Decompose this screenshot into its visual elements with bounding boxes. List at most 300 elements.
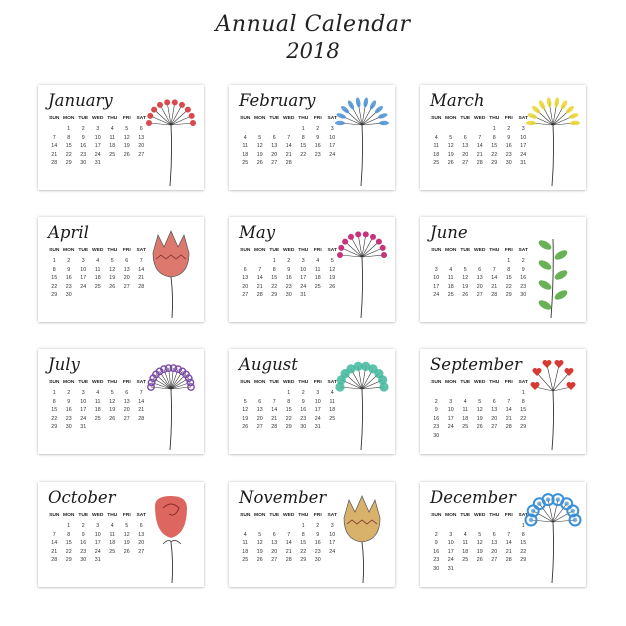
day-cell: 2 <box>434 531 438 538</box>
weekday-header: SAT <box>518 513 528 518</box>
day-cell: 9 <box>507 134 511 141</box>
day-cell: 9 <box>434 540 438 547</box>
day-cell: 9 <box>316 531 320 538</box>
day-cell: 26 <box>256 557 263 564</box>
day-cell: 2 <box>316 523 320 529</box>
day-cell: 15 <box>51 407 58 414</box>
day-cell: 21 <box>491 283 498 290</box>
empty-day-cell <box>458 257 473 266</box>
day-cell: 21 <box>271 415 278 422</box>
day-cell: 27 <box>123 415 130 422</box>
day-cell: 8 <box>52 266 56 273</box>
gold-tulip-flower-icon <box>331 484 393 585</box>
empty-day-cell <box>444 389 459 398</box>
day-cell: 28 <box>476 160 483 167</box>
day-cell: 11 <box>315 266 321 273</box>
day-cell: 19 <box>462 283 469 290</box>
day-cell: 20 <box>271 151 278 158</box>
day-cell: 24 <box>94 151 101 158</box>
empty-day-cell <box>120 556 135 565</box>
day-cell: 7 <box>52 134 56 141</box>
day-cell: 17 <box>329 143 336 150</box>
day-cell: 1 <box>67 126 71 132</box>
month-name: October <box>48 488 116 507</box>
day-cell: 1 <box>301 126 305 132</box>
weekday-header: WED <box>92 248 104 253</box>
day-cell: 6 <box>272 134 276 141</box>
day-cell: 24 <box>329 151 336 158</box>
empty-day-cell <box>91 291 106 300</box>
day-cell: 2 <box>316 126 320 132</box>
day-cell: 26 <box>476 557 483 564</box>
day-cell: 4 <box>463 398 467 405</box>
day-cell: 2 <box>81 523 85 529</box>
day-cell: 13 <box>256 407 263 414</box>
empty-day-cell <box>282 125 297 134</box>
day-cell: 5 <box>330 258 334 264</box>
day-cell: 29 <box>300 557 307 564</box>
day-cell: 30 <box>80 557 87 564</box>
day-cell: 27 <box>491 424 498 431</box>
day-cell: 6 <box>139 523 143 529</box>
empty-day-cell <box>458 565 473 574</box>
day-cell: 4 <box>110 523 114 529</box>
day-cell: 6 <box>139 126 143 132</box>
day-cell: 25 <box>462 424 469 431</box>
month-card-june <box>420 217 586 322</box>
day-cell: 27 <box>491 557 498 564</box>
day-cell: 24 <box>300 283 307 290</box>
day-cell: 17 <box>447 548 454 555</box>
empty-day-cell <box>458 522 473 531</box>
day-cell: 8 <box>287 398 291 405</box>
weekday-header: FRI <box>122 116 131 121</box>
month-calendar-table <box>238 248 340 300</box>
day-cell: 18 <box>109 540 116 547</box>
day-cell: 3 <box>330 523 334 529</box>
day-cell: 1 <box>287 390 291 396</box>
day-cell: 11 <box>462 540 468 547</box>
empty-day-cell <box>444 432 459 441</box>
day-cell: 27 <box>271 557 278 564</box>
day-cell: 3 <box>96 126 100 132</box>
day-cell: 12 <box>256 143 263 150</box>
day-cell: 5 <box>478 398 482 405</box>
empty-day-cell <box>473 125 488 134</box>
blue-swirl-flower-icon <box>522 484 584 585</box>
weekday-header: WED <box>92 116 104 121</box>
day-cell: 15 <box>505 275 512 282</box>
day-cell: 22 <box>271 283 278 290</box>
weekday-header: SAT <box>327 380 337 385</box>
day-cell: 10 <box>94 134 101 141</box>
empty-day-cell <box>105 556 120 565</box>
empty-day-cell <box>487 432 502 441</box>
day-cell: 29 <box>505 292 512 299</box>
weekday-header: THU <box>489 513 500 518</box>
month-name: August <box>239 355 298 374</box>
day-cell: 12 <box>109 398 116 405</box>
day-cell: 7 <box>507 531 511 538</box>
day-cell: 12 <box>476 407 483 414</box>
day-cell: 14 <box>491 275 498 282</box>
weekday-header: FRI <box>504 248 513 253</box>
day-cell: 8 <box>492 134 496 141</box>
day-cell: 16 <box>314 143 321 150</box>
day-cell: 24 <box>447 424 454 431</box>
day-cell: 2 <box>507 126 511 132</box>
day-cell: 2 <box>434 398 438 405</box>
day-cell: 31 <box>94 557 101 564</box>
day-cell: 23 <box>505 151 512 158</box>
empty-day-cell <box>429 257 444 266</box>
weekday-header: MON <box>254 513 266 518</box>
day-cell: 17 <box>433 283 440 290</box>
day-cell: 8 <box>521 398 525 405</box>
day-cell: 18 <box>242 548 249 555</box>
day-cell: 5 <box>125 126 129 132</box>
empty-day-cell <box>120 291 135 300</box>
day-cell: 2 <box>67 258 71 264</box>
empty-day-cell <box>429 389 444 398</box>
weekday-header: THU <box>107 380 118 385</box>
day-cell: 27 <box>138 151 145 158</box>
day-cell: 10 <box>80 398 87 405</box>
weekday-header: FRI <box>122 380 131 385</box>
month-card-november <box>229 482 395 587</box>
day-cell: 26 <box>109 283 116 290</box>
weekday-header: SUN <box>431 380 442 385</box>
weekday-header: FRI <box>122 513 131 518</box>
day-cell: 29 <box>51 292 58 299</box>
day-cell: 24 <box>520 151 527 158</box>
day-cell: 3 <box>449 398 453 405</box>
day-cell: 10 <box>314 398 321 405</box>
day-cell: 12 <box>123 531 130 538</box>
day-cell: 19 <box>447 151 454 158</box>
weekday-header: MON <box>445 248 457 253</box>
weekday-header: THU <box>298 248 309 253</box>
day-cell: 26 <box>329 283 336 290</box>
day-cell: 7 <box>139 258 143 264</box>
day-cell: 20 <box>138 540 145 547</box>
day-cell: 5 <box>258 531 262 538</box>
day-cell: 3 <box>81 390 85 396</box>
day-cell: 8 <box>521 531 525 538</box>
day-cell: 24 <box>433 292 440 299</box>
empty-day-cell <box>458 432 473 441</box>
weekday-header: TUE <box>269 248 280 253</box>
day-cell: 5 <box>125 523 129 529</box>
empty-day-cell <box>444 522 459 531</box>
day-cell: 4 <box>330 390 334 396</box>
day-cell: 7 <box>139 390 143 396</box>
day-cell: 11 <box>448 275 454 282</box>
day-cell: 10 <box>94 531 101 538</box>
day-cell: 31 <box>80 424 87 431</box>
day-cell: 18 <box>462 548 469 555</box>
day-cell: 6 <box>463 134 467 141</box>
day-cell: 1 <box>301 523 305 529</box>
day-cell: 22 <box>51 415 58 422</box>
day-cell: 29 <box>65 557 72 564</box>
weekday-header: MON <box>445 380 457 385</box>
weekday-header: FRI <box>313 513 322 518</box>
weekday-header: FRI <box>313 380 322 385</box>
empty-day-cell <box>458 389 473 398</box>
weekday-header: WED <box>92 380 104 385</box>
day-cell: 11 <box>109 134 115 141</box>
day-cell: 24 <box>94 548 101 555</box>
day-cell: 16 <box>520 275 527 282</box>
day-cell: 20 <box>271 548 278 555</box>
green-leaf-branch-icon <box>522 219 584 320</box>
page-title: Annual Calendar <box>215 12 411 37</box>
day-cell: 28 <box>271 424 278 431</box>
day-cell: 14 <box>285 143 292 150</box>
day-cell: 20 <box>123 275 130 282</box>
weekday-header: THU <box>489 116 500 121</box>
day-cell: 13 <box>138 134 145 141</box>
day-cell: 10 <box>520 134 527 141</box>
day-cell: 1 <box>272 258 276 264</box>
day-cell: 2 <box>81 126 85 132</box>
day-cell: 19 <box>256 548 263 555</box>
day-cell: 16 <box>314 540 321 547</box>
day-cell: 20 <box>123 407 130 414</box>
day-cell: 14 <box>138 398 145 405</box>
day-cell: 20 <box>138 143 145 150</box>
day-cell: 21 <box>256 283 263 290</box>
day-cell: 15 <box>65 540 72 547</box>
day-cell: 17 <box>329 540 336 547</box>
day-cell: 11 <box>462 407 468 414</box>
day-cell: 25 <box>329 415 336 422</box>
day-cell: 16 <box>433 415 440 422</box>
weekday-header: THU <box>298 116 309 121</box>
day-cell: 28 <box>138 283 145 290</box>
day-cell: 25 <box>314 283 321 290</box>
day-cell: 27 <box>138 548 145 555</box>
month-calendar-table <box>429 513 531 574</box>
day-cell: 13 <box>271 143 278 150</box>
weekday-header: SAT <box>327 116 337 121</box>
weekday-header: THU <box>489 380 500 385</box>
day-cell: 16 <box>285 275 292 282</box>
red-berry-flower-icon <box>140 87 202 188</box>
day-cell: 1 <box>507 258 511 264</box>
empty-day-cell <box>238 257 253 266</box>
weekday-header: SUN <box>49 116 60 121</box>
empty-day-cell <box>253 522 268 531</box>
month-card-july <box>38 349 204 454</box>
day-cell: 9 <box>287 266 291 273</box>
empty-day-cell <box>105 291 120 300</box>
day-cell: 21 <box>51 548 58 555</box>
day-cell: 12 <box>476 540 483 547</box>
red-rose-flower-icon <box>140 484 202 585</box>
empty-day-cell <box>473 565 488 574</box>
day-cell: 9 <box>67 266 71 273</box>
day-cell: 22 <box>285 415 292 422</box>
day-cell: 15 <box>51 275 58 282</box>
day-cell: 25 <box>109 151 116 158</box>
day-cell: 9 <box>81 531 85 538</box>
month-calendar-table <box>47 513 149 565</box>
day-cell: 5 <box>463 266 467 273</box>
red-heart-flower-icon <box>522 351 584 452</box>
day-cell: 18 <box>314 275 321 282</box>
day-cell: 12 <box>123 134 130 141</box>
day-cell: 20 <box>491 415 498 422</box>
day-cell: 19 <box>109 407 116 414</box>
weekday-header: SAT <box>136 248 146 253</box>
day-cell: 14 <box>505 407 512 414</box>
day-cell: 10 <box>447 540 454 547</box>
day-cell: 6 <box>243 266 247 273</box>
day-cell: 23 <box>433 557 440 564</box>
day-cell: 18 <box>447 283 454 290</box>
month-card-october <box>38 482 204 587</box>
day-cell: 17 <box>80 275 87 282</box>
empty-day-cell <box>238 522 253 531</box>
day-cell: 10 <box>300 266 307 273</box>
day-cell: 7 <box>52 531 56 538</box>
empty-day-cell <box>502 432 517 441</box>
day-cell: 28 <box>505 557 512 564</box>
month-calendar-table <box>47 380 149 432</box>
weekday-header: TUE <box>269 116 280 121</box>
month-calendar-table <box>238 513 340 565</box>
month-calendar-table <box>429 380 531 441</box>
month-name: November <box>239 488 327 507</box>
day-cell: 23 <box>300 415 307 422</box>
weekday-header: TUE <box>460 513 471 518</box>
day-cell: 18 <box>109 143 116 150</box>
empty-day-cell <box>238 389 253 398</box>
day-cell: 28 <box>256 292 263 299</box>
weekday-header: TUE <box>78 116 89 121</box>
day-cell: 19 <box>109 275 116 282</box>
day-cell: 23 <box>80 548 87 555</box>
day-cell: 29 <box>520 424 527 431</box>
empty-day-cell <box>238 125 253 134</box>
empty-day-cell <box>267 389 282 398</box>
day-cell: 5 <box>478 531 482 538</box>
month-calendar-table <box>47 116 149 168</box>
empty-day-cell <box>502 389 517 398</box>
day-cell: 11 <box>109 531 115 538</box>
day-cell: 23 <box>65 283 72 290</box>
empty-day-cell <box>311 291 326 300</box>
day-cell: 3 <box>330 126 334 132</box>
month-name: April <box>48 223 89 242</box>
day-cell: 30 <box>65 292 72 299</box>
day-cell: 1 <box>67 523 71 529</box>
day-cell: 18 <box>329 407 336 414</box>
day-cell: 20 <box>242 283 249 290</box>
empty-day-cell <box>487 389 502 398</box>
teal-dot-flower-icon <box>331 351 393 452</box>
day-cell: 7 <box>272 398 276 405</box>
day-cell: 10 <box>329 134 336 141</box>
day-cell: 25 <box>109 548 116 555</box>
day-cell: 12 <box>256 540 263 547</box>
day-cell: 18 <box>94 275 101 282</box>
day-cell: 23 <box>314 548 321 555</box>
day-cell: 20 <box>256 415 263 422</box>
day-cell: 5 <box>243 398 247 405</box>
weekday-header: MON <box>63 380 75 385</box>
day-cell: 6 <box>272 531 276 538</box>
day-cell: 29 <box>271 292 278 299</box>
day-cell: 15 <box>491 143 498 150</box>
weekday-header: FRI <box>122 248 131 253</box>
empty-day-cell <box>267 522 282 531</box>
empty-day-cell <box>91 423 106 432</box>
weekday-header: MON <box>445 513 457 518</box>
day-cell: 4 <box>449 266 453 273</box>
day-cell: 31 <box>520 160 527 167</box>
day-cell: 30 <box>285 292 292 299</box>
day-cell: 10 <box>447 407 454 414</box>
day-cell: 14 <box>51 540 58 547</box>
month-card-may <box>229 217 395 322</box>
day-cell: 23 <box>80 151 87 158</box>
weekday-header: FRI <box>313 116 322 121</box>
weekday-header: MON <box>63 116 75 121</box>
empty-day-cell <box>311 159 326 168</box>
day-cell: 7 <box>258 266 262 273</box>
weekday-header: SAT <box>136 513 146 518</box>
weekday-header: FRI <box>313 248 322 253</box>
day-cell: 13 <box>242 275 249 282</box>
day-cell: 1 <box>52 390 56 396</box>
day-cell: 22 <box>505 283 512 290</box>
day-cell: 1 <box>521 523 525 529</box>
weekday-header: MON <box>254 380 266 385</box>
yellow-umbel-flower-icon <box>522 87 584 188</box>
day-cell: 10 <box>433 275 440 282</box>
empty-day-cell <box>444 125 459 134</box>
empty-day-cell <box>120 159 135 168</box>
month-calendar-table <box>429 116 531 168</box>
weekday-header: WED <box>92 513 104 518</box>
day-cell: 6 <box>125 390 129 396</box>
weekday-header: TUE <box>269 380 280 385</box>
day-cell: 8 <box>301 134 305 141</box>
day-cell: 6 <box>478 266 482 273</box>
day-cell: 18 <box>462 415 469 422</box>
day-cell: 21 <box>505 548 512 555</box>
day-cell: 13 <box>491 407 498 414</box>
day-cell: 25 <box>242 160 249 167</box>
day-cell: 15 <box>300 540 307 547</box>
day-cell: 4 <box>243 134 247 141</box>
empty-day-cell <box>473 432 488 441</box>
day-cell: 8 <box>52 398 56 405</box>
weekday-header: SAT <box>518 116 528 121</box>
day-cell: 8 <box>67 134 71 141</box>
day-cell: 7 <box>287 531 291 538</box>
day-cell: 14 <box>138 266 145 273</box>
day-cell: 16 <box>505 143 512 150</box>
month-card-august <box>229 349 395 454</box>
day-cell: 26 <box>447 160 454 167</box>
day-cell: 14 <box>256 275 263 282</box>
weekday-header: SUN <box>431 513 442 518</box>
day-cell: 28 <box>285 557 292 564</box>
